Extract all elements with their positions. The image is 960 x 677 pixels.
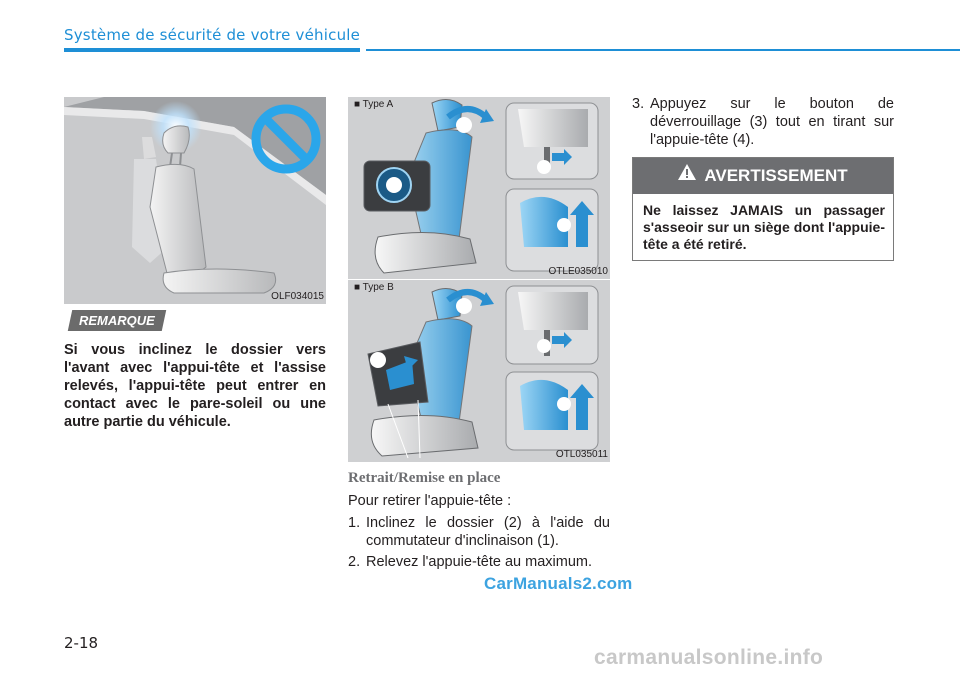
page-number: 2-18 — [64, 634, 99, 652]
remarque-text: Si vous inclinez le dossier vers l'avant avec l'appui-tête et l'assise relevés, l'appui-tête peut entrer en contact avec le pare-soleil ou une autre partie du véhicule. — [64, 342, 326, 430]
figure-type-a — [348, 97, 610, 279]
section-title: Retrait/Remise en place — [348, 470, 501, 486]
figure-type-b — [348, 280, 610, 462]
warning-text: Ne laissez JAMAIS un passager s'asseoir sur un siège dont l'appuie-tête a été retiré. — [643, 202, 885, 252]
warning-triangle-icon — [678, 157, 696, 193]
watermark-carmanualsonline: carmanualsonline.info — [594, 646, 824, 669]
list-item: 1. Inclinez le dossier (2) à l'aide du commutateur d'inclinaison (1). — [348, 515, 610, 549]
figure-code: OTLE035010 — [548, 266, 608, 277]
figure-code: OLF034015 — [271, 291, 324, 302]
watermark-carmanuals2: CarManuals2.com — [484, 574, 633, 593]
header-rule-thick — [64, 48, 360, 52]
remarque-label: REMARQUE — [79, 313, 155, 328]
type-b-label: ■ Type B — [354, 282, 394, 293]
list-item: 3. Appuyez sur le bouton de déverrouillage (3) tout en tirant sur l'appuie-tête (4). — [632, 96, 894, 148]
remarque-badge — [68, 310, 166, 331]
warning-box — [632, 157, 894, 261]
running-header: Système de sécurité de votre véhicule — [64, 26, 361, 44]
figure-headrest-contact — [64, 97, 326, 304]
figure-code: OTL035011 — [555, 449, 608, 460]
section-intro: Pour retirer l'appuie-tête : — [348, 493, 512, 509]
warning-header — [633, 158, 893, 194]
list-item: 2. Relevez l'appuie-tête au maximum. — [348, 554, 593, 570]
header-rule-thin — [366, 49, 960, 51]
warning-title: AVERTISSEMENT — [704, 166, 848, 185]
type-a-label: ■ Type A — [354, 99, 394, 110]
